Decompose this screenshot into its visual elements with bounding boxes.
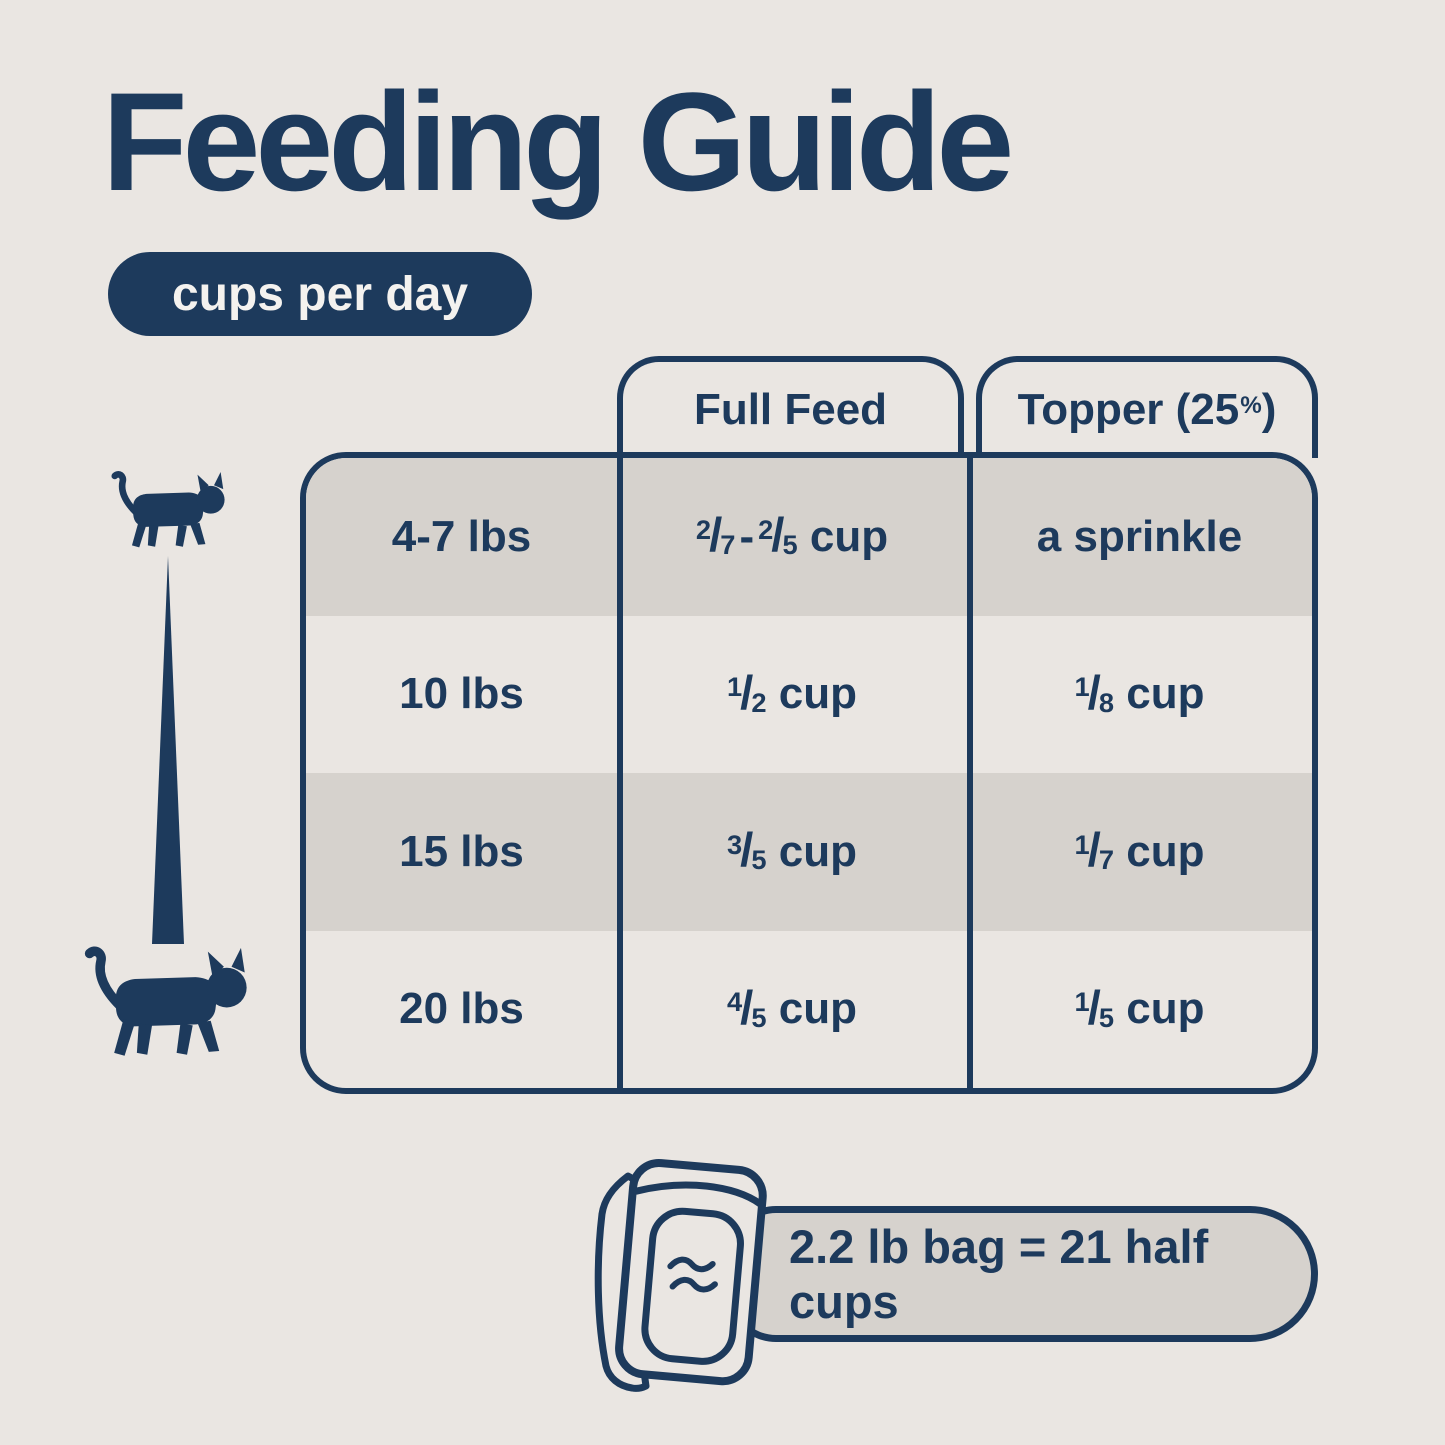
- fraction: $^4$/5: [727, 981, 767, 1035]
- cell-text: cup: [766, 669, 857, 719]
- food-bag-icon: [582, 1146, 774, 1394]
- column-header-full-feed: [617, 356, 964, 458]
- feeding-table-rows: [306, 458, 1312, 1088]
- bag-yield-note: [726, 1206, 1318, 1342]
- fraction: $^1$/8: [1074, 666, 1115, 720]
- full-feed-cell: [617, 616, 967, 774]
- table-row: [306, 458, 1312, 616]
- column-divider: [617, 458, 623, 1088]
- fraction: $^3$/5: [727, 824, 767, 878]
- column-header-topper: [976, 356, 1318, 458]
- feeding-table: [300, 452, 1318, 1094]
- topper-cell: [967, 931, 1312, 1089]
- size-scale-wedge: [152, 556, 184, 944]
- fraction: $^2$/5: [758, 509, 798, 563]
- table-row: [306, 931, 1312, 1089]
- large-cat-icon: [80, 945, 260, 1068]
- full-feed-cell: [617, 458, 967, 616]
- cell-text: a sprinkle: [1036, 511, 1243, 561]
- cell-text: cup: [766, 984, 857, 1034]
- topper-cell: [967, 616, 1312, 774]
- weight-cell: 20 lbs: [399, 984, 524, 1034]
- cell-text: cup: [1114, 984, 1205, 1034]
- topper-cell: [967, 458, 1312, 616]
- page-title: Feeding Guide: [102, 63, 1010, 220]
- fraction: $^2$/7: [695, 509, 736, 563]
- fraction: $^1$/2: [727, 666, 767, 720]
- cell-text: cup: [1114, 669, 1205, 719]
- percent-superscript: %: [1240, 392, 1262, 420]
- cups-per-day-badge: [108, 252, 532, 336]
- column-divider: [967, 458, 973, 1088]
- table-row: [306, 616, 1312, 774]
- fraction: $^1$/5: [1074, 981, 1115, 1035]
- full-feed-cell: [617, 931, 967, 1089]
- weight-cell: 4-7 lbs: [391, 511, 532, 561]
- weight-cell: 15 lbs: [399, 826, 524, 876]
- cell-text: cup: [1114, 826, 1205, 876]
- topper-cell: [967, 773, 1312, 931]
- cell-text: -: [739, 511, 755, 561]
- cell-text: cup: [766, 826, 857, 876]
- table-row: [306, 773, 1312, 931]
- cell-text: cup: [797, 511, 889, 561]
- bag-yield-text: 2.2 lb bag = 21 half cups: [789, 1220, 1209, 1328]
- badge-label: cups per day: [171, 267, 469, 321]
- full-feed-cell: [617, 773, 967, 931]
- topper-label: Topper (25%): [1017, 385, 1277, 434]
- weight-cell: 10 lbs: [399, 669, 524, 719]
- fraction: $^1$/7: [1074, 824, 1115, 878]
- full-feed-label: Full Feed: [693, 385, 888, 434]
- small-cat-icon: [108, 470, 234, 556]
